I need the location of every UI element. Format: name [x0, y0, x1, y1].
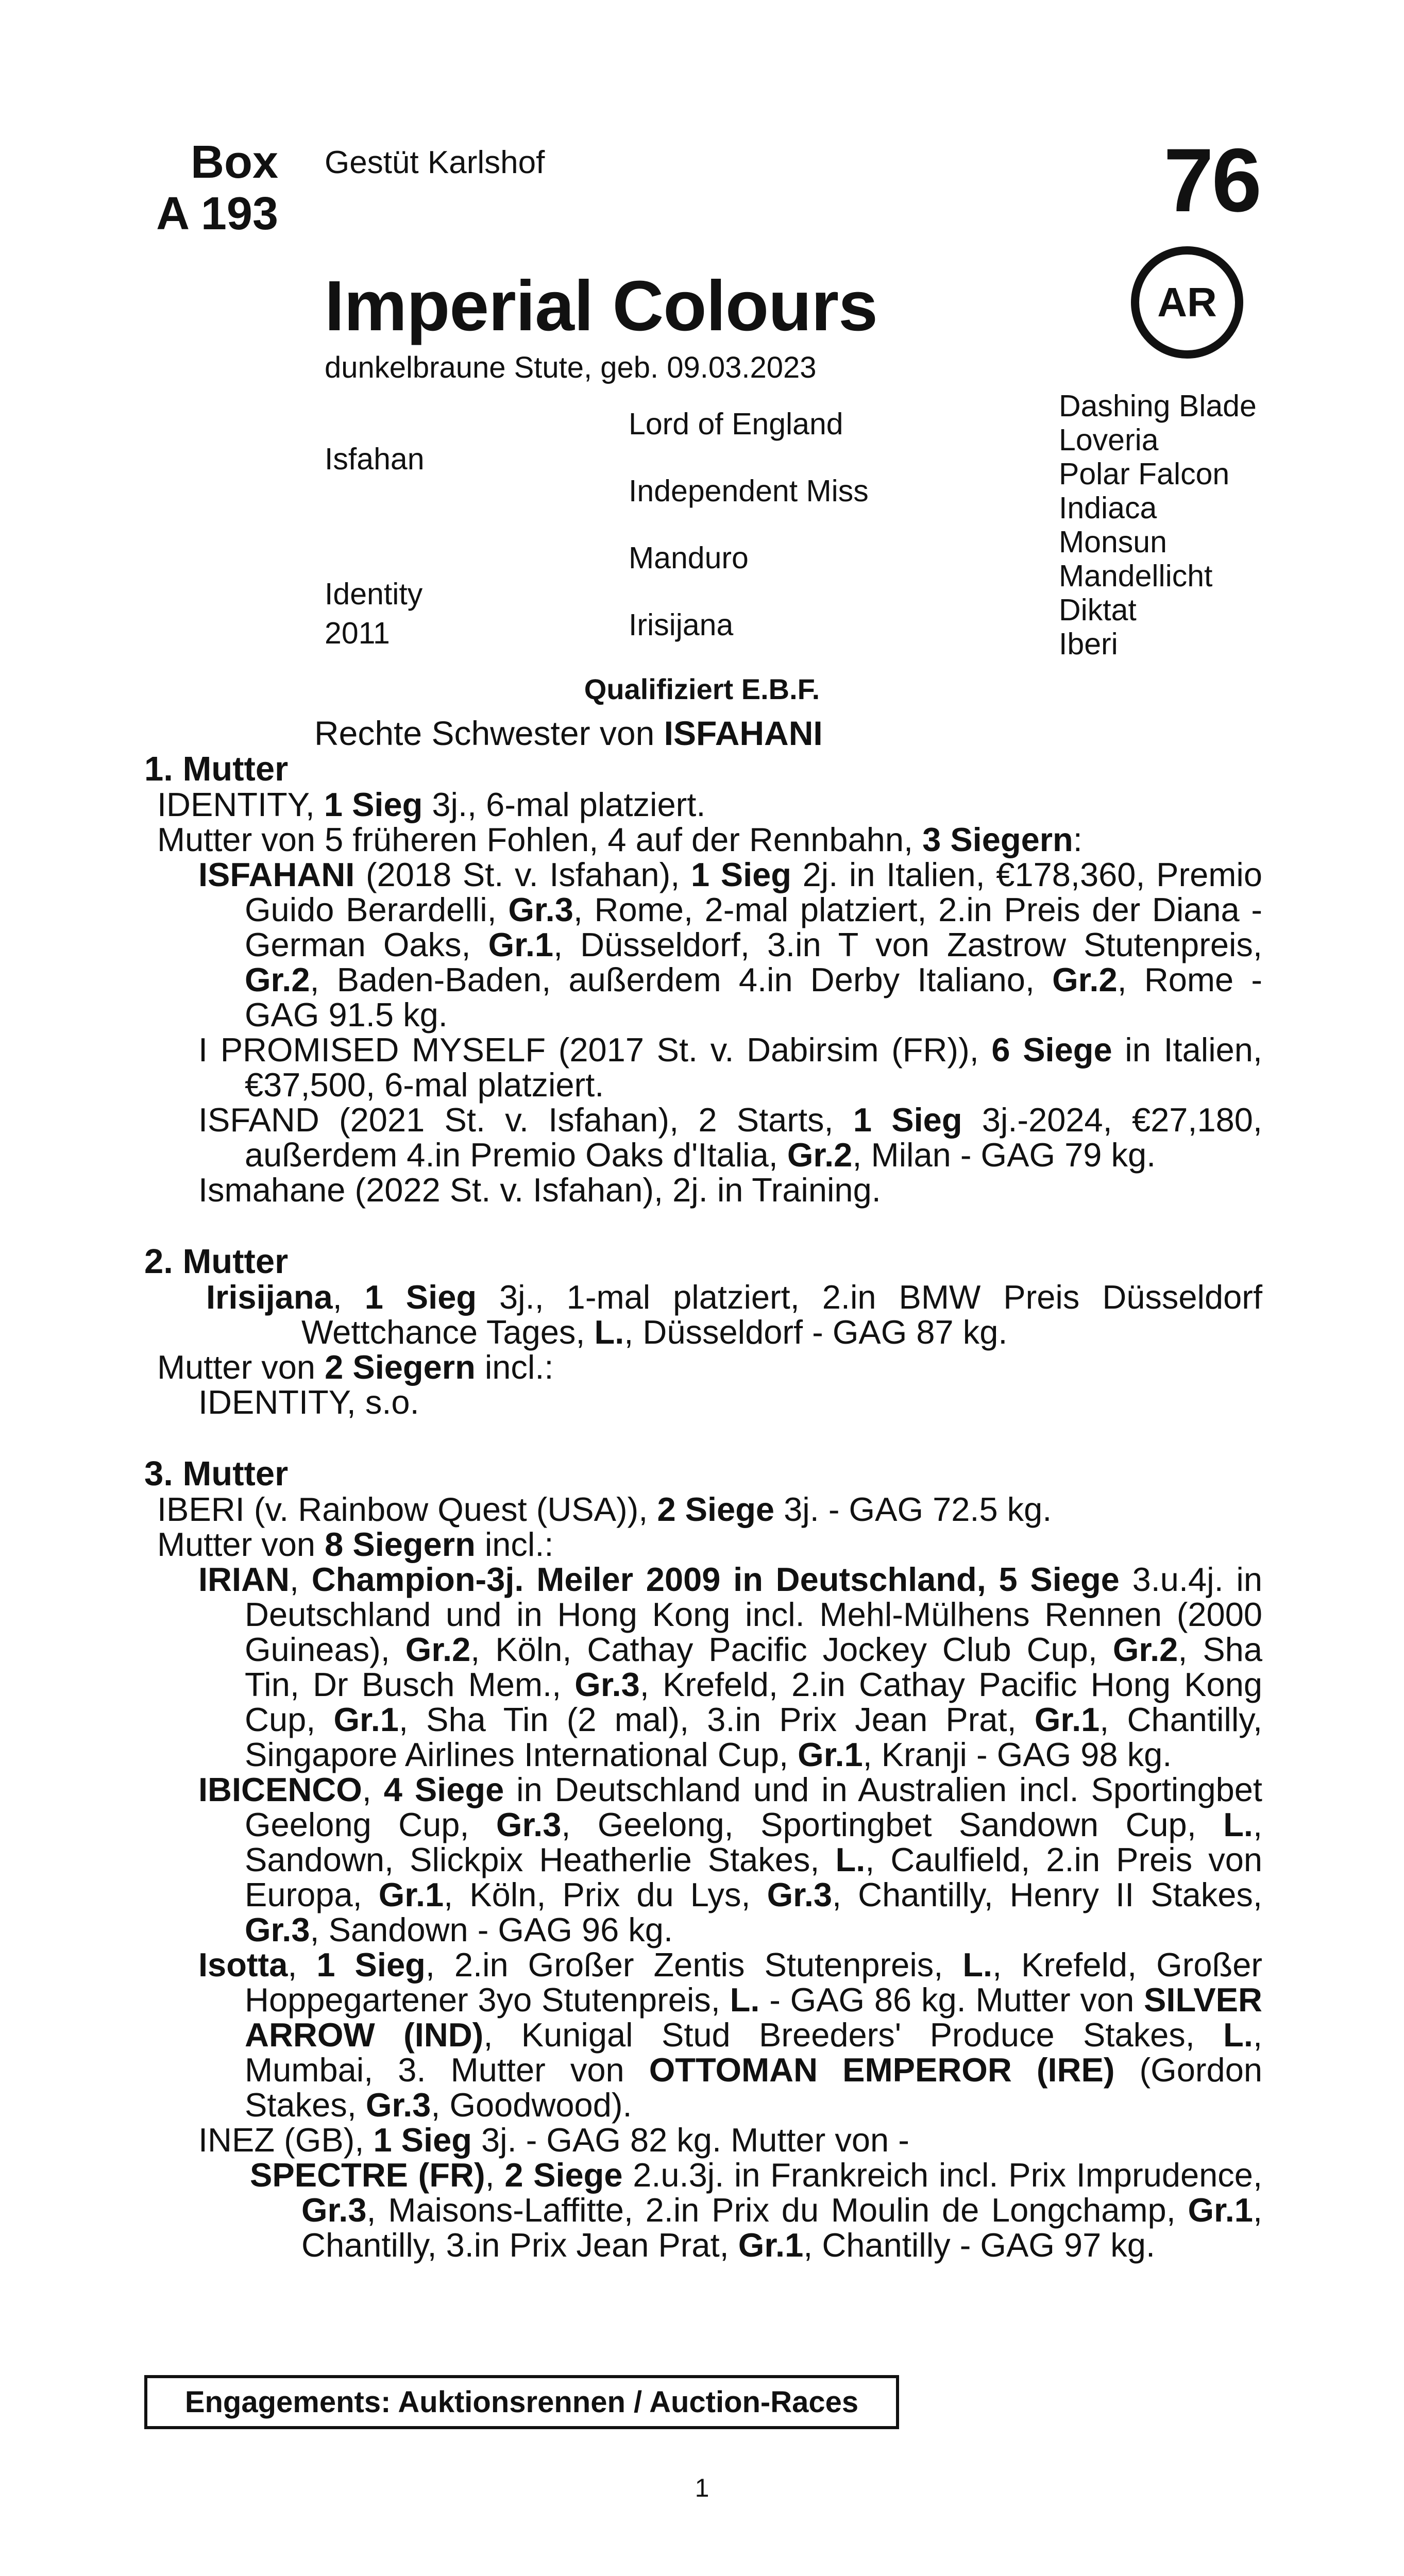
engagements-text: Engagements: Auktionsrennen / Auction-Races	[184, 2385, 859, 2419]
section-title-first-dam: 1. Mutter	[144, 750, 289, 788]
first-dam-record: IDENTITY, 1 Sieg 3j., 6-mal platziert.	[157, 786, 706, 823]
pedigree-dam-sire: Manduro	[629, 541, 749, 575]
foal-i-promised-myself: I PROMISED MYSELF (2017 St. v. Dabirsim (FR)), 6 Siege in Italien, €37,500, 6-mal platziert.	[198, 1031, 1262, 1104]
third-dam-produce: Mutter von 8 Siegern incl.:	[157, 1526, 554, 1563]
foal-isfand: ISFAND (2021 St. v. Isfahan), 2 Starts, 1 Sieg 3j.-2024, €27,180, außerdem 4.in Premio Oaks d'Italia, Gr.2, Milan - GAG 79 kg.	[198, 1101, 1262, 1174]
qualification-note: Qualifiziert E.B.F.	[584, 673, 820, 705]
foal-inez: INEZ (GB), 1 Sieg 3j. - GAG 82 kg. Mutter von -	[198, 2121, 909, 2159]
pedigree-dam-dam: Irisijana	[629, 608, 734, 642]
pedigree-sire: Isfahan	[325, 442, 425, 476]
pedigree-third-gen-item: Indiaca	[1059, 491, 1157, 525]
pedigree-third-gen-item: Iberi	[1059, 627, 1118, 661]
pedigree-third-gen-item: Monsun	[1059, 525, 1167, 559]
engagements-box	[144, 2375, 899, 2429]
sibling-note: Rechte Schwester von ISFAHANI	[314, 714, 823, 752]
second-dam-record: Irisijana, 1 Sieg 3j., 1-mal platziert, 2.in BMW Preis Düsseldorf Wettchance Tages, L., Düsseldorf - GAG 87 kg.	[206, 1278, 1262, 1351]
pedigree-third-gen-item: Mandellicht	[1059, 559, 1213, 593]
pedigree-third-gen-item: Polar Falcon	[1059, 457, 1230, 491]
lot-number: 76	[1163, 130, 1260, 231]
ar-badge-text: AR	[1157, 279, 1217, 325]
section-title-second-dam: 2. Mutter	[144, 1242, 289, 1281]
foal-ibicenco: IBICENCO, 4 Siege in Deutschland und in Australien incl. Sportingbet Geelong Cup, Gr.3, Geelong, Sportingbet Sandown Cup, L., Sandown, Slickpix Heatherlie Stakes, L., Caulfield, 2.in Preis von Europa, Gr.1, Köln, Prix du Lys, Gr.3, Chantilly, Henry II Stakes, Gr.3, Sandown - GAG 96 kg.	[198, 1771, 1263, 1948]
breeder-name: Gestüt Karlshof	[325, 145, 545, 180]
box-number: A 193	[156, 188, 278, 240]
first-dam-produce: Mutter von 5 früheren Fohlen, 4 auf der Rennbahn, 3 Siegern:	[157, 821, 1082, 858]
pedigree-third-gen	[1059, 389, 1257, 661]
pedigree-third-gen-item: Dashing Blade	[1059, 389, 1257, 423]
second-dam-produce: Mutter von 2 Siegern incl.:	[157, 1348, 554, 1386]
pedigree-dam: Identity	[325, 577, 423, 611]
pedigree-third-gen-item: Diktat	[1059, 593, 1137, 627]
third-dam-record: IBERI (v. Rainbow Quest (USA)), 2 Siege 3j. - GAG 72.5 kg.	[157, 1490, 1052, 1528]
ar-badge	[1131, 246, 1243, 359]
foal-isfahani: ISFAHANI (2018 St. v. Isfahan), 1 Sieg 2j. in Italien, €178,360, Premio Guido Berardelli, Gr.3, Rome, 2-mal platziert, 2.in Preis der Diana - German Oaks, Gr.1, Düsseldorf, 3.in T von Zastrow Stutenpreis, Gr.2, Baden-Baden, außerdem 4.in Derby Italiano, Gr.2, Rome - GAG 91.5 kg.	[198, 856, 1262, 1033]
sibling-name: ISFAHANI	[664, 714, 823, 752]
pedigree-third-gen-item: Loveria	[1059, 423, 1159, 457]
second-dam-foal-identity: IDENTITY, s.o.	[198, 1383, 419, 1421]
horse-description: dunkelbraune Stute, geb. 09.03.2023	[325, 351, 817, 384]
box-label	[144, 137, 278, 240]
pedigree-dam-year: 2011	[325, 616, 390, 650]
foal-isotta: Isotta, 1 Sieg, 2.in Großer Zentis Stutenpreis, L., Krefeld, Großer Hoppegartener 3yo Stutenpreis, L. - GAG 86 kg. Mutter von SILVER ARROW (IND), Kunigal Stud Breeders' Produce Stakes, L., Mumbai, 3. Mutter von OTTOMAN EMPEROR (IRE) (Gordon Stakes, Gr.3, Goodwood).	[198, 1946, 1262, 2124]
horse-name: Imperial Colours	[325, 266, 877, 346]
foal-spectre: SPECTRE (FR), 2 Siege 2.u.3j. in Frankreich incl. Prix Imprudence, Gr.3, Maisons-Laffitte, 2.in Prix du Moulin de Longchamp, Gr.1, Chantilly, 3.in Prix Jean Prat, Gr.1, Chantilly - GAG 97 kg.	[250, 2156, 1262, 2264]
page-number: 1	[695, 2473, 709, 2502]
pedigree-sire-sire: Lord of England	[629, 407, 843, 441]
family-content	[144, 751, 1262, 2263]
pedigree-sire-dam: Independent Miss	[629, 474, 869, 508]
section-title-third-dam: 3. Mutter	[144, 1454, 289, 1493]
foal-ismahane: Ismahane (2022 St. v. Isfahan), 2j. in Training.	[198, 1171, 881, 1209]
foal-irian: IRIAN, Champion-3j. Meiler 2009 in Deutschland, 5 Siege 3.u.4j. in Deutschland und in Hong Kong incl. Mehl-Mülhens Rennen (2000 Guineas), Gr.2, Köln, Cathay Pacific Jockey Club Cup, Gr.2, Sha Tin, Dr Busch Mem., Gr.3, Krefeld, 2.in Cathay Pacific Hong Kong Cup, Gr.1, Sha Tin (2 mal), 3.in Prix Jean Prat, Gr.1, Chantilly, Singapore Airlines International Cup, Gr.1, Kranji - GAG 98 kg.	[198, 1561, 1263, 1773]
box-title: Box	[190, 137, 278, 188]
